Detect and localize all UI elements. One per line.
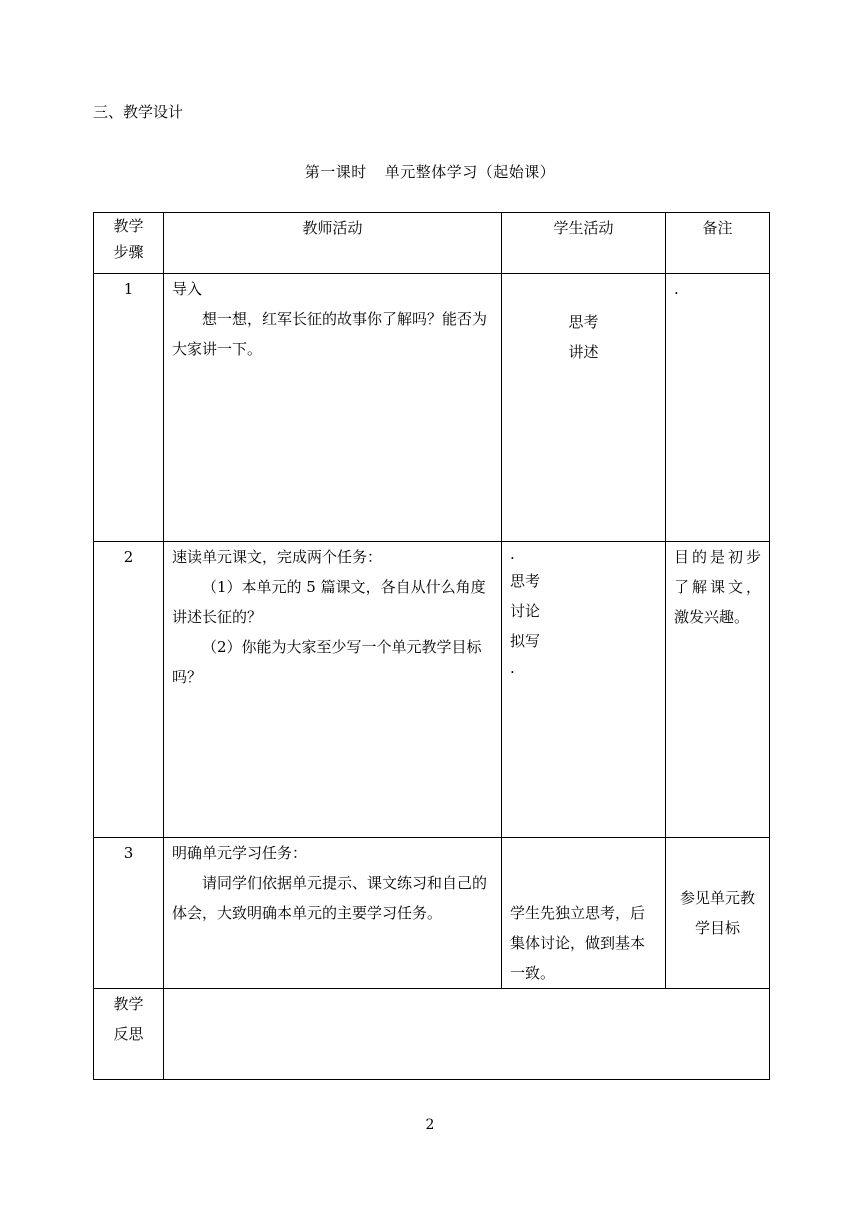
teacher-activity <box>164 274 502 542</box>
note-text: 目的是初步了解课文，激发兴趣。 <box>674 548 761 626</box>
student-line: 拟写 <box>510 632 541 650</box>
reflection-label: 教学 反思 <box>94 989 164 1080</box>
teacher-line: 想一想，红军长征的故事你了解吗？能否为大家讲一下。 <box>172 310 488 358</box>
teacher-line: 速读单元课文，完成两个任务： <box>172 548 383 566</box>
step-number: 3 <box>94 838 164 989</box>
student-line: 讲述 <box>568 343 599 361</box>
page-number: 2 <box>425 1117 435 1133</box>
table-row-reflection <box>94 989 770 1080</box>
teacher-line: （1）本单元的 5 篇课文，各自从什么角度讲述长征的？ <box>172 578 486 626</box>
student-line: 思考 <box>510 572 541 590</box>
header-step: 教学 步骤 <box>94 213 164 274</box>
lesson-plan-table <box>93 212 770 1080</box>
teacher-activity <box>164 542 502 838</box>
teacher-line: 明确单元学习任务： <box>172 844 308 862</box>
teacher-activity <box>164 838 502 989</box>
student-line: . <box>510 659 515 677</box>
table-row <box>94 542 770 838</box>
note-text: . <box>674 280 679 298</box>
teacher-line: 请同学们依据单元提示、课文练习和自己的体会，大致明确本单元的主要学习任务。 <box>172 874 488 922</box>
note-text: 参见单元教学目标 <box>679 889 755 937</box>
teacher-line: 导入 <box>172 280 203 298</box>
reflection-content <box>164 989 770 1080</box>
step-number: 2 <box>94 542 164 838</box>
lesson-title <box>0 161 860 182</box>
lesson-period: 第一课时 <box>304 163 367 181</box>
step-number: 1 <box>94 274 164 542</box>
header-student-activity: 学生活动 <box>502 213 666 274</box>
table-header-row <box>94 213 770 274</box>
header-notes: 备注 <box>666 213 770 274</box>
student-text: 学生先独立思考，后集体讨论，做到基本一致。 <box>510 904 646 982</box>
student-activity <box>502 274 666 542</box>
header-teacher-activity: 教师活动 <box>164 213 502 274</box>
student-line: . <box>510 545 515 563</box>
table-row <box>94 838 770 989</box>
student-line: 讨论 <box>510 602 541 620</box>
student-line: 思考 <box>568 313 599 331</box>
lesson-name: 单元整体学习（起始课） <box>384 163 556 181</box>
student-activity <box>502 542 666 838</box>
student-activity <box>502 838 666 989</box>
note <box>666 838 770 989</box>
table-row <box>94 274 770 542</box>
note <box>666 542 770 838</box>
teacher-line: （2）你能为大家至少写一个单元教学目标吗？ <box>172 638 482 686</box>
note <box>666 274 770 542</box>
section-heading: 三、教学设计 <box>93 103 184 121</box>
